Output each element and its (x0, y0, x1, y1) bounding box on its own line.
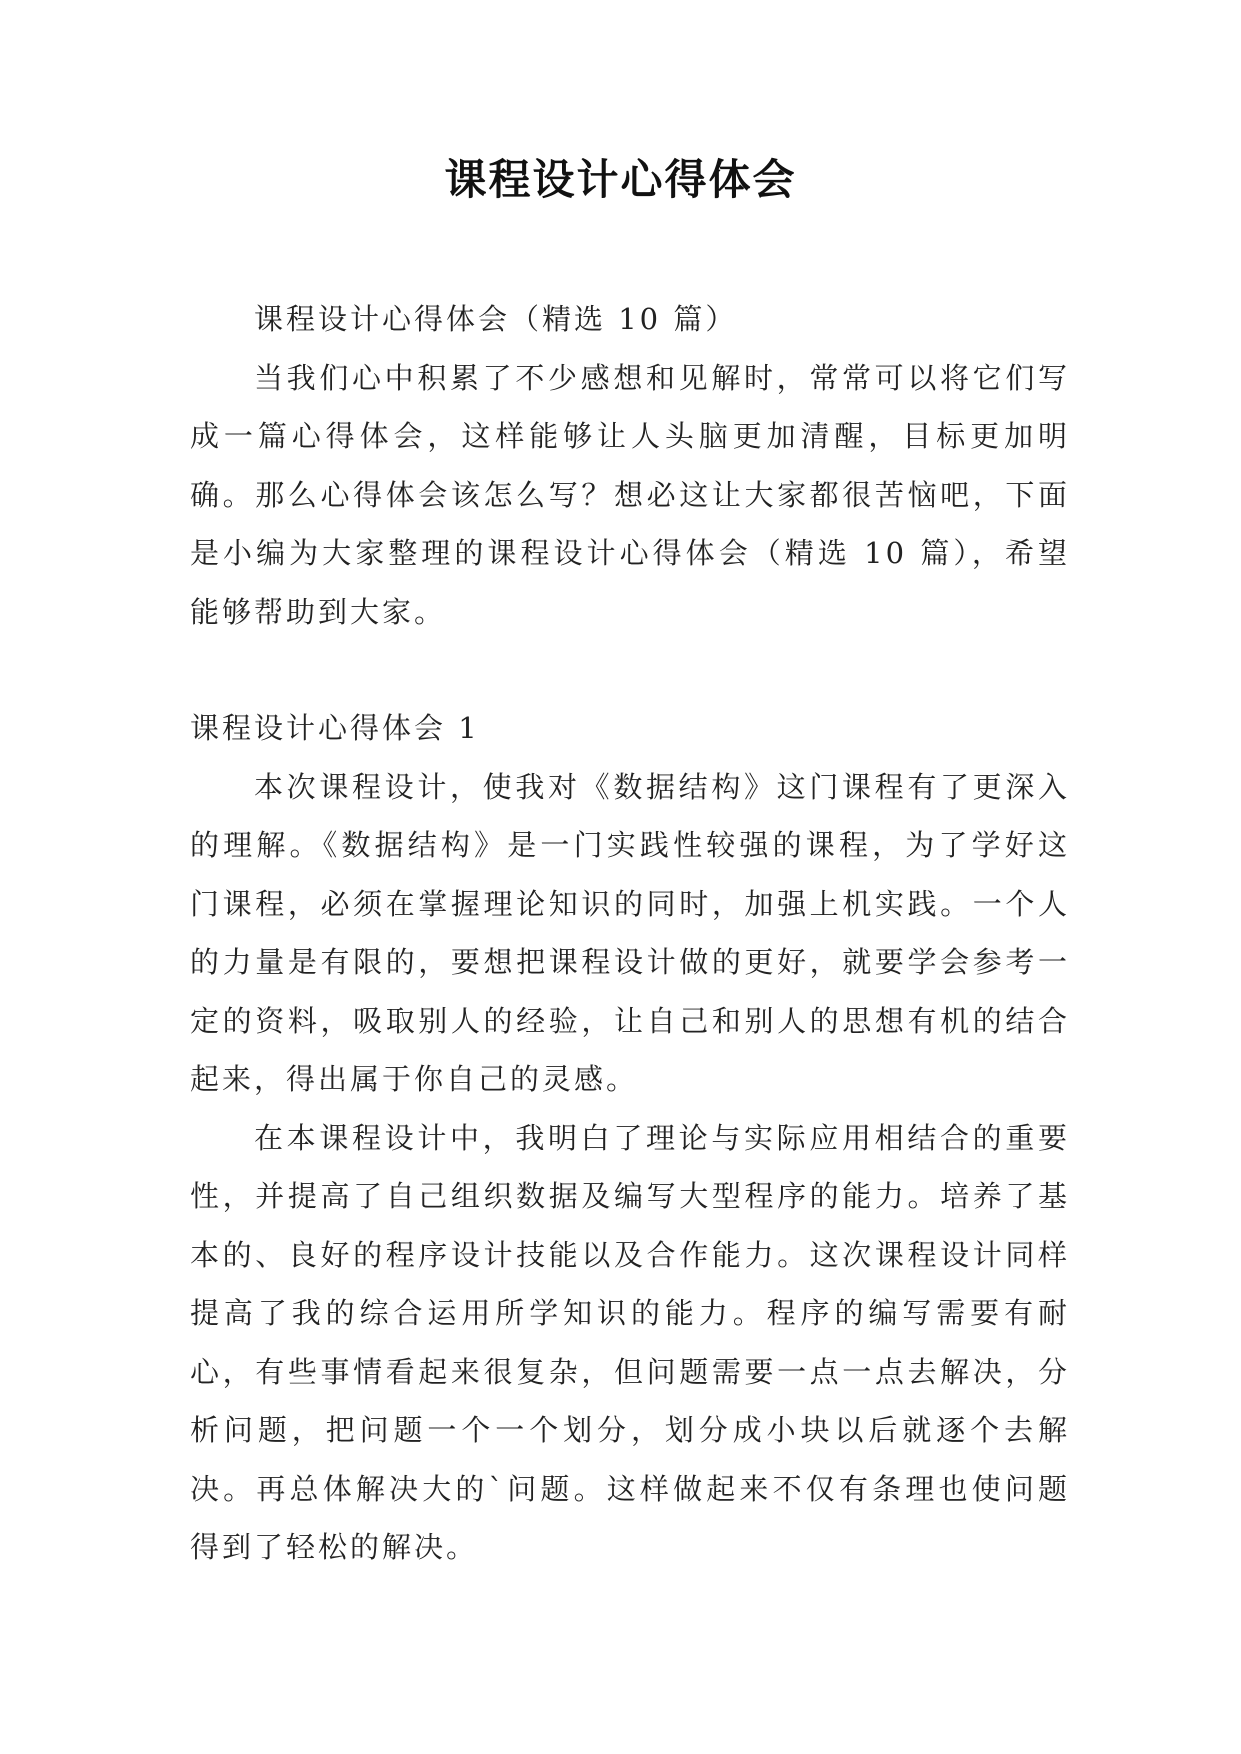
section-paragraph: 本次课程设计，使我对《数据结构》这门课程有了更深入的理解。《数据结构》是一门实践性较强的课程，为了学好这门课程，必须在掌握理论知识的同时，加强上机实践。一个人的力量是有限的，要想把课程设计做的更好，就要学会参考一定的资料，吸取别人的经验，让自己和别人的思想有机的结合起来，得出属于你自己的灵感。 (190, 769, 1070, 1096)
document-body (190, 290, 1070, 1577)
document-title: 课程设计心得体会 (444, 155, 797, 204)
section-spacer (190, 641, 1070, 699)
section-heading: 课程设计心得体会 1 (190, 711, 480, 745)
intro-paragraph: 当我们心中积累了不少感想和见解时，常常可以将它们写成一篇心得体会，这样能够让人头脑更加清醒，目标更加明确。那么心得体会该怎么写？想必这让大家都很苦恼吧，下面是小编为大家整理的课程设计心得体会（精选 10 篇），希望能够帮助到大家。 (190, 360, 1070, 629)
section-paragraph: 在本课程设计中，我明白了理论与实际应用相结合的重要性，并提高了自己组织数据及编写大型程序的能力。培养了基本的、良好的程序设计技能以及合作能力。这次课程设计同样提高了我的综合运用所学知识的能力。程序的编写需要有耐心，有些事情看起来很复杂，但问题需要一点一点去解决，分析问题，把问题一个一个划分，划分成小块以后就逐个去解决。再总体解决大的`问题。这样做起来不仅有条理也使问题得到了轻松的解决。 (190, 1120, 1070, 1564)
document-subtitle: 课程设计心得体会（精选 10 篇） (254, 302, 738, 336)
